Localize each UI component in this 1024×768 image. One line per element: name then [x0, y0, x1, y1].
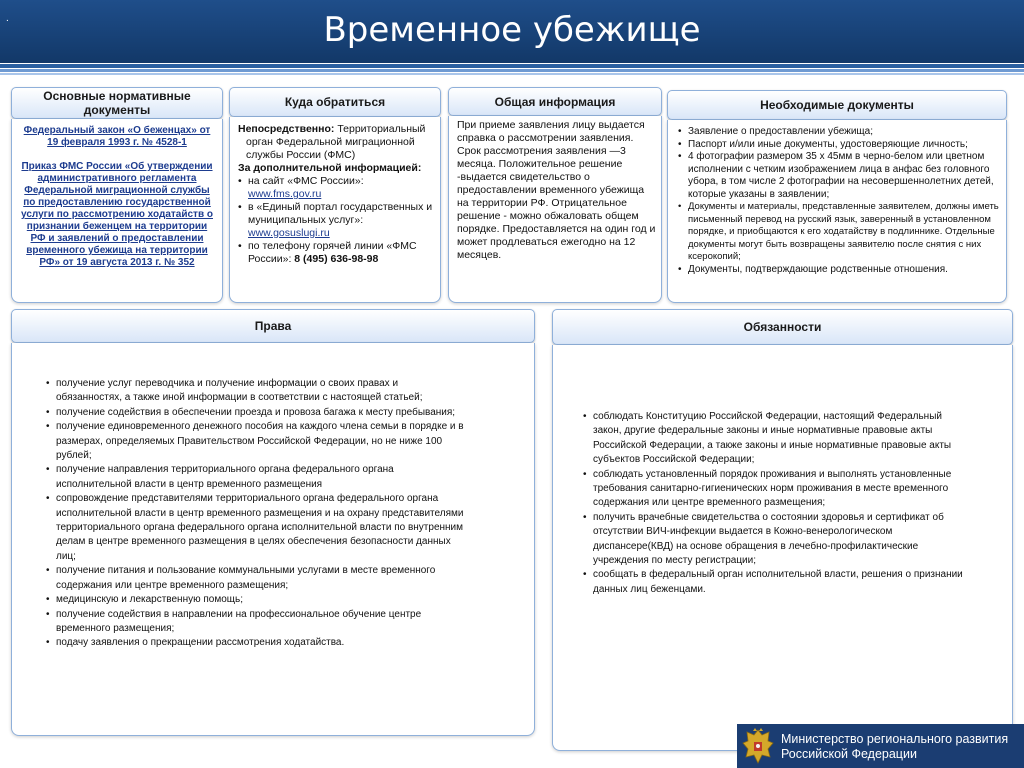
duties-card-body — [552, 345, 1013, 751]
direct-contact — [238, 123, 434, 162]
list-item: • получение услуг переводчика и получение информации о своих правах и обязанностях, а также иной информации в соответствии с настоящей статьей; — [46, 377, 464, 406]
site-text: на сайт «ФМС России»: — [248, 175, 364, 187]
docs-card-title: Основные нормативные документы — [43, 89, 191, 117]
header-bar — [0, 0, 1024, 63]
contact-list — [238, 175, 434, 266]
direct-label: Непосредственно: — [238, 123, 335, 135]
needed-card-title: Необходимые документы — [760, 98, 914, 112]
portal-text: в «Единый портал государственных и муниципальных услуг»: — [248, 201, 433, 226]
list-item: • соблюдать установленный порядок проживания и выполнять установленные требования санитарно-гигиенических норм проживания в месте временного содержания или центре временного размещения; — [583, 468, 972, 511]
list-item: • сопровождение представителями территориального органа федерального органа исполнительной власти в центр временного размещения и на охрану представителями территориального органа федерального органа исполнительной власти по внутренним делам в центре временного размещения в целях обеспечения безопасности данных лиц; — [46, 492, 464, 564]
rights-list — [46, 377, 464, 651]
list-item: • получение направления территориального органа федерального органа исполнительной власти в центр временного размещения — [46, 463, 464, 492]
header-stripe — [0, 73, 1024, 75]
list-item: • Заявление о предоставлении убежища; — [678, 126, 1000, 139]
fms-site-link[interactable]: www.fms.gov.ru — [248, 188, 322, 200]
list-item — [238, 240, 434, 266]
law-link-fms-order[interactable]: Приказ ФМС России «Об утверждении административного регламента Федеральной миграционной службы по предоставлению государственной услуги по рассмотрению ходатайств о признании беженцем на территории РФ и заявлений о предоставлении временного убежища на территории РФ» от 19 августа 2013 г. № 352 — [21, 161, 213, 268]
needed-card-header — [667, 90, 1007, 120]
where-card-header — [229, 87, 441, 117]
list-item: • соблюдать Конституцию Российской Федерации, настоящий Федеральный закон, другие федеральные законы и иные нормативные правовые акты Российской Федерации, а также законы и иные нормативные правовые акты субъектов Российской Федерации; — [583, 410, 972, 468]
duties-card-header — [552, 309, 1013, 345]
needed-docs-list — [678, 126, 1000, 276]
coat-of-arms-emblem — [741, 727, 775, 765]
general-card-body — [448, 116, 662, 303]
needed-card-body — [667, 120, 1007, 303]
list-item: • 4 фотографии размером 35 х 45мм в черно-белом или цветном исполнении с четким изображением лица в анфас без головного убора, в том числе 2 фотографии на несовершеннолетних детей, которые указаны в заявлении; — [678, 151, 1000, 201]
list-item: • Документы и материалы, представленные заявителем, должны иметь письменный перевод на русский язык, заверенный в установленном порядке, и приобщаются к его ходатайству в подлиннике. Отдельные документы могут быть возвращены заявителю после снятия с них ксерокопий; — [678, 201, 1000, 264]
list-item: • подачу заявления о прекращении рассмотрения ходатайства. — [46, 636, 464, 650]
docs-card-body — [11, 119, 223, 303]
ministry-name — [781, 732, 1008, 762]
gosuslugi-link[interactable]: www.gosuslugi.ru — [248, 227, 330, 239]
hotline-phone[interactable]: 8 (495) 636-98-98 — [294, 253, 379, 265]
list-item: • Документы, подтверждающие родственные отношения. — [678, 264, 1000, 277]
header-stripe — [0, 64, 1024, 68]
header-stripe — [0, 69, 1024, 72]
law-link-refugees[interactable]: Федеральный закон «О беженцах» от 19 февраля 1993 г. № 4528-1 — [23, 125, 211, 148]
list-item — [238, 201, 434, 240]
docs-card-header — [11, 87, 223, 119]
duties-list — [583, 410, 972, 597]
general-card-title: Общая информация — [494, 94, 616, 109]
ministry-line2: Российской Федерации — [781, 747, 917, 761]
where-card-body — [229, 117, 441, 303]
rights-card-header — [11, 309, 535, 343]
duties-card-title: Обязанности — [743, 320, 822, 334]
general-card-header — [448, 87, 662, 116]
list-item: • сообщать в федеральный орган исполнительной власти, решения о признании данных лиц беженцами. — [583, 568, 972, 597]
header-dot: . — [6, 13, 9, 24]
list-item: • медицинскую и лекарственную помощь; — [46, 593, 464, 607]
list-item: • получение содействия в направлении на профессиональное обучение центре временного размещения; — [46, 608, 464, 637]
list-item: • получение содействия в обеспечении проезда и провоза багажа к месту пребывания; — [46, 406, 464, 420]
general-info-text: При приеме заявления лицу выдается справка о рассмотрении заявления. Срок рассмотрения заявления —3 месяца. Положительное решение -выдается свидетельство о предоставлении временного убежища на территории РФ. Отрицательное решение - можно обжаловать общем порядке. Предоставляется на один год и может продлеваться ежегодно на 12 месяцев. — [457, 119, 656, 261]
ministry-line1: Министерство регионального развития — [781, 732, 1009, 746]
list-item: • получение единовременного денежного пособия на каждого члена семьи в порядке и в размерах, определяемых Правительством Российской Федерации, но не ниже 100 рублей; — [46, 420, 464, 463]
list-item: • получение питания и пользование коммунальными услугами в месте временного содержания или центре временного размещения; — [46, 564, 464, 593]
direct-text: Территориальный орган Федеральной миграционной службы России (ФМС) — [246, 123, 426, 161]
ministry-footer — [737, 724, 1024, 768]
list-item — [238, 175, 434, 201]
where-card-title: Куда обратиться — [284, 95, 386, 109]
phone-text: по телефону горячей линии «ФМС России»: — [248, 240, 417, 265]
rights-card-body — [11, 343, 535, 736]
rights-card-title: Права — [254, 319, 292, 333]
more-info-label: За дополнительной информацией: — [238, 162, 422, 174]
page-title: Временное убежище — [323, 10, 701, 50]
list-item: • Паспорт и/или иные документы, удостоверяющие личность; — [678, 139, 1000, 152]
list-item: • получить врачебные свидетельства о состоянии здоровья и сертификат об отсутствии ВИЧ-инфекции выдается в Кожно-венерологическом диспансере(КВД) на основе обращения в лечебно-профилактические учреждения по месту регистрации; — [583, 511, 972, 569]
